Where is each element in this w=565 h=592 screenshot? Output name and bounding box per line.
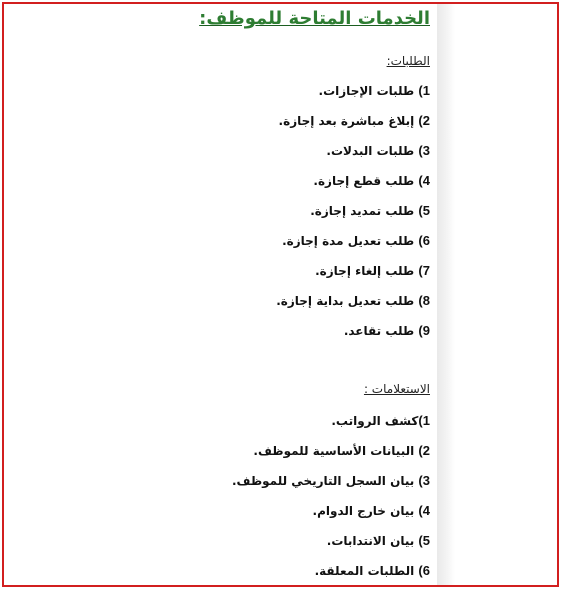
item-number: 4) [418, 503, 430, 518]
inquiries-heading: الاستعلامات : [363, 382, 430, 396]
request-item [313, 173, 430, 188]
item-text: كشف الرواتب. [331, 414, 419, 428]
item-number: 9) [418, 323, 430, 338]
item-number: 7) [418, 263, 430, 278]
item-number: 6) [418, 563, 430, 578]
request-item [319, 83, 430, 98]
request-item [310, 203, 430, 218]
inquiry-item [327, 533, 430, 548]
inquiry-item [253, 443, 430, 458]
request-item [315, 263, 430, 278]
request-item [276, 293, 430, 308]
item-number: 3) [418, 143, 430, 158]
item-text: طلب تمديد إجازة. [310, 204, 415, 218]
item-number: 8) [418, 293, 430, 308]
item-number: 5) [418, 203, 430, 218]
item-text: طلب تعديل مدة إجازة. [282, 234, 415, 248]
document-frame [2, 2, 559, 587]
document-content [4, 4, 434, 585]
item-text: طلبات البدلات. [326, 144, 415, 158]
item-text: الطلبات المعلقة. [314, 564, 415, 578]
requests-heading: الطلبات: [386, 54, 430, 68]
item-number: 3) [418, 473, 430, 488]
inquiry-item [331, 413, 430, 428]
item-number: 2) [418, 113, 430, 128]
page-edge-shadow [437, 4, 455, 585]
item-text: طلب تقاعد. [343, 324, 415, 338]
item-number: 1) [418, 413, 430, 428]
request-item [279, 113, 430, 128]
item-number: 2) [418, 443, 430, 458]
item-text: طلب تعديل بداية إجازة. [276, 294, 415, 308]
item-text: طلب إلغاء إجازة. [315, 264, 415, 278]
item-number: 4) [418, 173, 430, 188]
inquiry-item [232, 473, 430, 488]
item-number: 5) [418, 533, 430, 548]
request-item [282, 233, 430, 248]
page-title: الخدمات المتاحة للموظف: [199, 8, 430, 29]
item-number: 6) [418, 233, 430, 248]
item-text: بيان الانتدابات. [326, 534, 415, 548]
item-text: البيانات الأساسية للموظف. [253, 444, 415, 458]
item-text: طلبات الإجازات. [318, 84, 415, 98]
item-text: إبلاغ مباشرة بعد إجازة. [278, 114, 415, 128]
request-item [326, 143, 430, 158]
request-item [344, 323, 430, 338]
inquiry-item [313, 503, 430, 518]
item-number: 1) [418, 83, 430, 98]
item-text: طلب قطع إجازة. [313, 174, 415, 188]
item-text: بيان خارج الدوام. [312, 504, 415, 518]
item-text: بيان السجل التاريخي للموظف. [232, 474, 415, 488]
inquiry-item [315, 563, 430, 578]
